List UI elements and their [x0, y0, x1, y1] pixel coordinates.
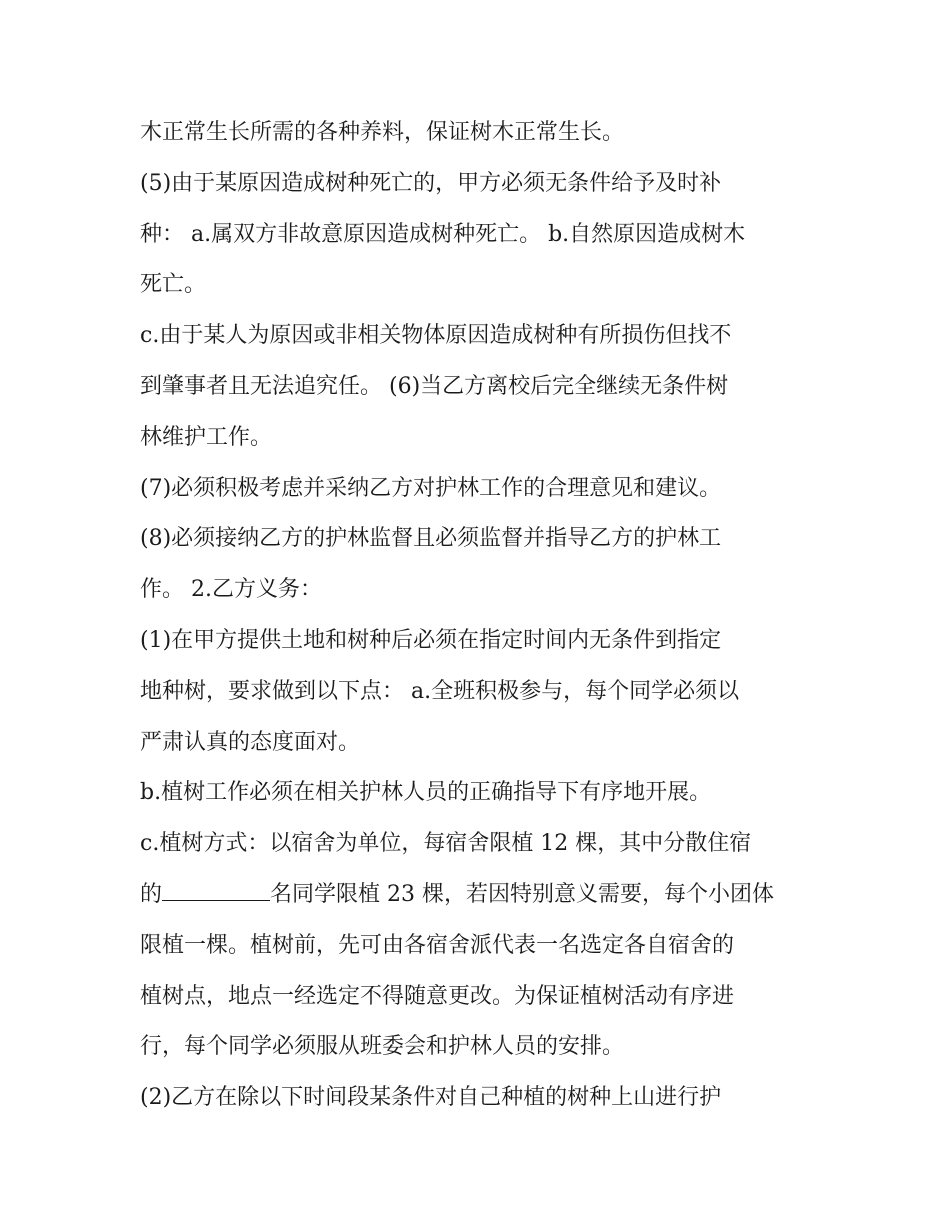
- text-line: (1)在甲方提供土地和树种后必须在指定时间内无条件到指定: [140, 627, 722, 653]
- text-segment: 名同学限植 23 棵，若因特别意义需要，每个小团体: [270, 881, 774, 907]
- text-line-with-blank: [140, 870, 820, 921]
- fill-in-blank: [162, 882, 270, 901]
- text-line: 植树点，地点一经选定不得随意更改。为保证植树活动有序进: [140, 983, 735, 1009]
- text-line: (8)必须接纳乙方的护林监督且必须监督并指导乙方的护林工: [140, 526, 722, 552]
- text-line: 作。 2.乙方义务：: [140, 577, 322, 603]
- text-line: 到肇事者且无法追究任。 (6)当乙方离校后完全继续无条件树: [140, 373, 729, 399]
- text-line: 木正常生长所需的各种养料，保证树木正常生长。: [140, 120, 625, 145]
- text-line: c.植树方式：以宿舍为单位，每宿舍限植 12 棵，其中分散住宿: [140, 831, 752, 857]
- text-line: 限植一棵。植树前，先可由各宿舍派代表一名选定各自宿舍的: [140, 932, 735, 958]
- document-body: [140, 108, 820, 1124]
- text-line: (5)由于某原因造成树种死亡的，甲方必须无条件给予及时补: [140, 170, 722, 196]
- text-line: 严肃认真的态度面对。: [140, 729, 361, 755]
- text-line: 行，每个同学必须服从班委会和护林人员的安排。: [140, 1034, 625, 1060]
- text-line: 林维护工作。: [140, 424, 273, 450]
- text-line: c.由于某人为原因或非相关物体原因造成树种有所损伤但找不: [140, 323, 732, 349]
- text-line: 死亡。: [140, 272, 207, 298]
- text-line: b.植树工作必须在相关护林人员的正确指导下有序地开展。: [140, 780, 712, 806]
- text-line: (2)乙方在除以下时间段某条件对自己种植的树种上山进行护: [140, 1085, 722, 1111]
- text-line: (7)必须积极考虑并采纳乙方对护林工作的合理意见和建议。: [140, 475, 722, 501]
- text-line: 种： a.属双方非故意原因造成树种死亡。 b.自然原因造成树木: [140, 221, 746, 247]
- text-segment: 的: [140, 881, 163, 907]
- text-line: 地种树，要求做到以下点： a.全班积极参与，每个同学必须以: [140, 678, 740, 704]
